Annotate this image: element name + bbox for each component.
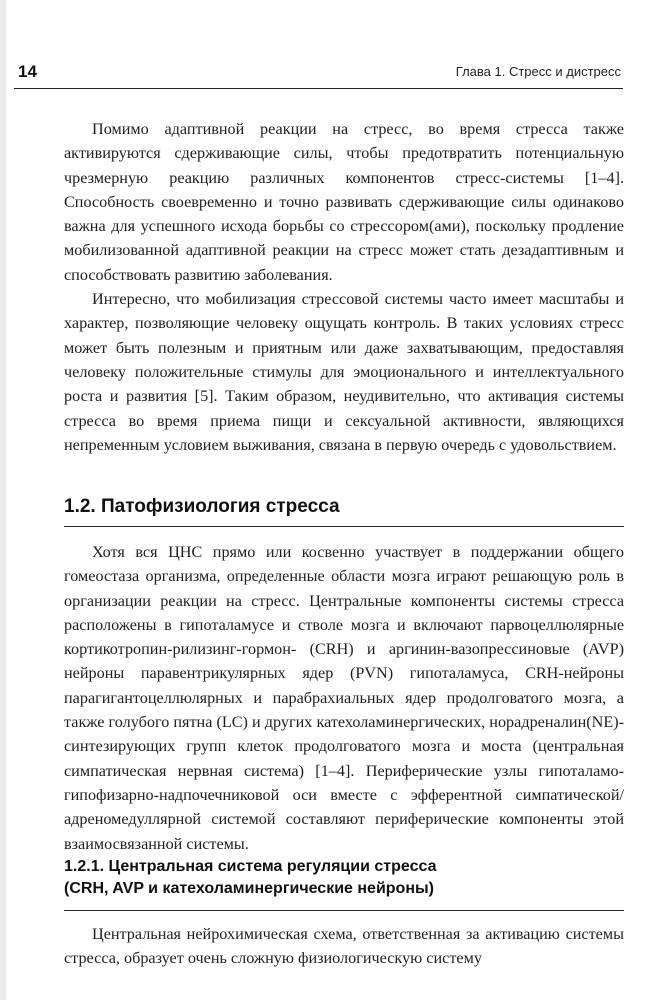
- paragraph-restraining-forces: Помимо адаптивной реакции на стресс, во время стресса также активируются сдерживающие силы, чтобы предотвратить потенциальную чрезмерную реакцию различных компонентов стресс-системы [1–4]. Способность своевременно и точно развивать сдерживающие силы одинаково важна для успешного исхода борьбы со стрессором(ами), поскольку продление мобилизованной адаптивной реакции на стресс может стать дезадаптивным и способствовать развитию заболевания.: [64, 120, 624, 284]
- running-title: Глава 1. Стресс и дистресс: [455, 64, 621, 79]
- page-number: 14: [18, 62, 37, 81]
- paragraph-neurochemical-scheme: Центральная нейрохимическая схема, ответственная за активацию системы стресса, образует очень сложную физиологическую систему: [64, 925, 624, 968]
- subsection-heading-line-2: (CRH, AVP и катехоламинергические нейроны): [64, 880, 434, 897]
- section-heading-pathophysiology: 1.2. Патофизиология стресса: [64, 492, 624, 527]
- subsection-heading-line-1: 1.2.1. Центральная система регуляции стресса: [64, 858, 437, 875]
- paragraph-stress-mobilization: Интересно, что мобилизация стрессовой системы часто имеет масштабы и характер, позволяющие человеку ощущать контроль. В таких условиях стресс может быть полезным и приятным или даже захватывающим, предоставляя человеку положительные стимулы для эмоционального и интеллектуального роста и развития [5]. Таким образом, неудивительно, что активация системы стресса во время приема пищи и сексуальной активности, являющихся непременным условием выживания, связана в первую очередь с удовольствием.: [64, 290, 624, 454]
- intro-text-block: [64, 117, 624, 457]
- scan-edge: [0, 0, 6, 1000]
- section-text-block: [64, 540, 624, 856]
- page-header: [14, 58, 623, 89]
- subsection-text-block: [64, 922, 624, 971]
- subsection-heading-central-regulation: [64, 856, 624, 911]
- paragraph-cns-components: Хотя вся ЦНС прямо или косвенно участвует в поддержании общего гомеостаза организма, определенные области мозга играют решающую роль в организации реакции на стресс. Центральные компоненты системы стресса расположены в гипоталамусе и стволе мозга и включают парвоцеллюлярные кортикотропин-рилизинг-гормон- (CRH) и аргинин-вазопрессиновые (AVP) нейроны паравентрикулярных ядер (PVN) гипоталамуса, CRH-нейроны парагигантоцеллюлярных и парабрахиальных ядер продолговатого мозга, а также голубого пятна (LC) и других катехоламинергических, норадреналин(NE)-синтезирующих групп клеток продолговатого мозга и моста (центральная симпатическая нервная система) [1–4]. Периферические узлы гипоталамо-гипофизарно-надпочечниковой оси вместе с эфферентной симпатической/адреномедуллярной системой составляют периферические компоненты этой взаимосвязанной системы.: [64, 543, 624, 853]
